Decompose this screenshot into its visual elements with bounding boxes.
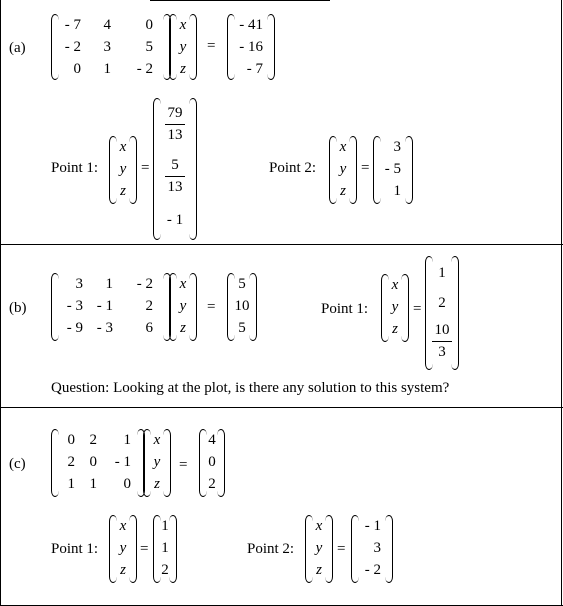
var-z: z: [340, 182, 346, 199]
var-x: x: [391, 276, 399, 293]
a22: 3: [103, 38, 111, 55]
var-x: x: [179, 275, 187, 292]
var-x: x: [339, 138, 347, 155]
vector-c-variables: [143, 429, 171, 497]
point-1-label: Point 1:: [51, 541, 99, 557]
b23: 2: [145, 297, 153, 314]
var-z: z: [392, 320, 398, 337]
equals-sign: =: [140, 541, 149, 557]
b32: - 3: [96, 319, 113, 336]
section-b-label: (b): [9, 300, 27, 316]
vector-a-rhs: [227, 14, 275, 80]
var-y: y: [391, 298, 399, 315]
c13: 1: [123, 431, 131, 448]
equals-sign: =: [337, 541, 346, 557]
var-z: z: [180, 319, 186, 336]
var-y: y: [179, 297, 187, 314]
denominator: 3: [438, 343, 446, 360]
matrix-b-coefficients: [51, 273, 171, 341]
point-2-variables: [305, 515, 333, 583]
b31: - 9: [66, 319, 83, 336]
fraction-bar: [165, 124, 185, 125]
numerator: 79: [167, 104, 183, 121]
var-y: y: [119, 539, 127, 556]
var-z: z: [180, 60, 186, 77]
point-2-z: - 2: [364, 561, 381, 578]
c12: 2: [89, 431, 97, 448]
point-1-y: 2: [438, 294, 446, 311]
equals-sign: =: [361, 160, 370, 176]
point-2-vector: [373, 136, 413, 204]
a32: 1: [103, 60, 111, 77]
denominator: 13: [167, 126, 183, 143]
point-1-vector: [425, 256, 459, 370]
c21: 2: [67, 453, 75, 470]
var-z: z: [120, 182, 126, 199]
a12: 4: [103, 16, 111, 33]
rhs-1: 4: [208, 431, 216, 448]
rhs-1: - 41: [239, 16, 263, 33]
c11: 0: [67, 431, 75, 448]
equals-sign: =: [207, 38, 216, 54]
denominator: 13: [167, 178, 183, 195]
point-1-variables: [109, 136, 137, 204]
point-1-x-fraction: [153, 105, 197, 144]
var-x: x: [179, 16, 187, 33]
point-1-x: 1: [161, 517, 169, 534]
point-1-z: 2: [161, 561, 169, 578]
b33: 6: [145, 319, 153, 336]
point-1-vector: [153, 515, 177, 583]
c22: 0: [89, 453, 97, 470]
point-1-y-fraction: [153, 157, 197, 196]
c31: 1: [67, 475, 75, 492]
vector-b-rhs: [227, 273, 257, 341]
b21: - 3: [66, 297, 83, 314]
point-1-label: Point 1:: [51, 160, 99, 176]
point-2-x: - 1: [364, 517, 381, 534]
point-2-vector: [351, 515, 393, 583]
var-y: y: [339, 160, 347, 177]
rhs-3: - 7: [246, 60, 263, 77]
a11: - 7: [64, 16, 81, 33]
point-2-y: - 5: [384, 160, 401, 177]
b11: 3: [75, 275, 83, 292]
point-1-vector: [153, 98, 197, 240]
rhs-2: 0: [208, 453, 216, 470]
matrix-c-coefficients: [51, 429, 145, 497]
rhs-2: - 16: [239, 38, 263, 55]
point-2-label: Point 2:: [269, 160, 317, 176]
point-2-x: 3: [393, 138, 401, 155]
point-2-y: 3: [373, 539, 381, 556]
numerator: 10: [434, 321, 450, 338]
b13: - 2: [136, 275, 153, 292]
var-x: x: [119, 138, 127, 155]
c32: 1: [89, 475, 97, 492]
section-a: [0, 0, 562, 244]
b22: - 1: [96, 297, 113, 314]
point-1-y: 1: [161, 539, 169, 556]
a31: 0: [73, 60, 81, 77]
var-x: x: [315, 517, 323, 534]
section-a-label: (a): [9, 40, 26, 56]
var-y: y: [179, 38, 187, 55]
a33: - 2: [136, 60, 153, 77]
var-z: z: [154, 475, 160, 492]
a23: 5: [145, 38, 153, 55]
equals-sign: =: [207, 299, 216, 315]
point-1-label: Point 1:: [321, 301, 369, 317]
equals-sign: =: [413, 301, 422, 317]
rhs-3: 5: [238, 319, 246, 336]
var-z: z: [316, 561, 322, 578]
b12: 1: [105, 275, 113, 292]
section-c-label: (c): [9, 456, 26, 472]
var-x: x: [119, 517, 127, 534]
point-2-variables: [329, 136, 357, 204]
rhs-1: 5: [238, 275, 246, 292]
point-1-variables: [381, 274, 409, 342]
vector-c-rhs: [199, 429, 225, 497]
var-y: y: [119, 160, 127, 177]
rhs-2: 10: [234, 297, 250, 314]
var-y: y: [153, 453, 161, 470]
vector-b-variables: [169, 273, 197, 341]
point-1-z-fraction: [425, 322, 459, 361]
var-x: x: [153, 431, 161, 448]
point-1-z: - 1: [166, 211, 184, 228]
point-2-label: Point 2:: [247, 541, 295, 557]
point-1-variables: [109, 515, 137, 583]
point-2-z: 1: [393, 182, 401, 199]
a13: 0: [145, 16, 153, 33]
c23: - 1: [114, 453, 131, 470]
section-b: [0, 244, 562, 407]
var-y: y: [315, 539, 323, 556]
question-text: Question: Looking at the plot, is there any solution to this system?: [51, 380, 450, 396]
section-c: [0, 407, 562, 606]
numerator: 5: [171, 156, 179, 173]
c33: 0: [123, 475, 131, 492]
a21: - 2: [64, 38, 81, 55]
var-z: z: [120, 561, 126, 578]
equals-sign: =: [179, 457, 188, 473]
rhs-3: 2: [208, 475, 216, 492]
equals-sign: =: [141, 160, 150, 176]
vector-a-variables: [169, 14, 197, 80]
matrix-a-coefficients: [51, 14, 171, 80]
fraction-bar: [165, 176, 185, 177]
point-1-x: 1: [438, 264, 446, 281]
fraction-bar: [432, 341, 452, 342]
